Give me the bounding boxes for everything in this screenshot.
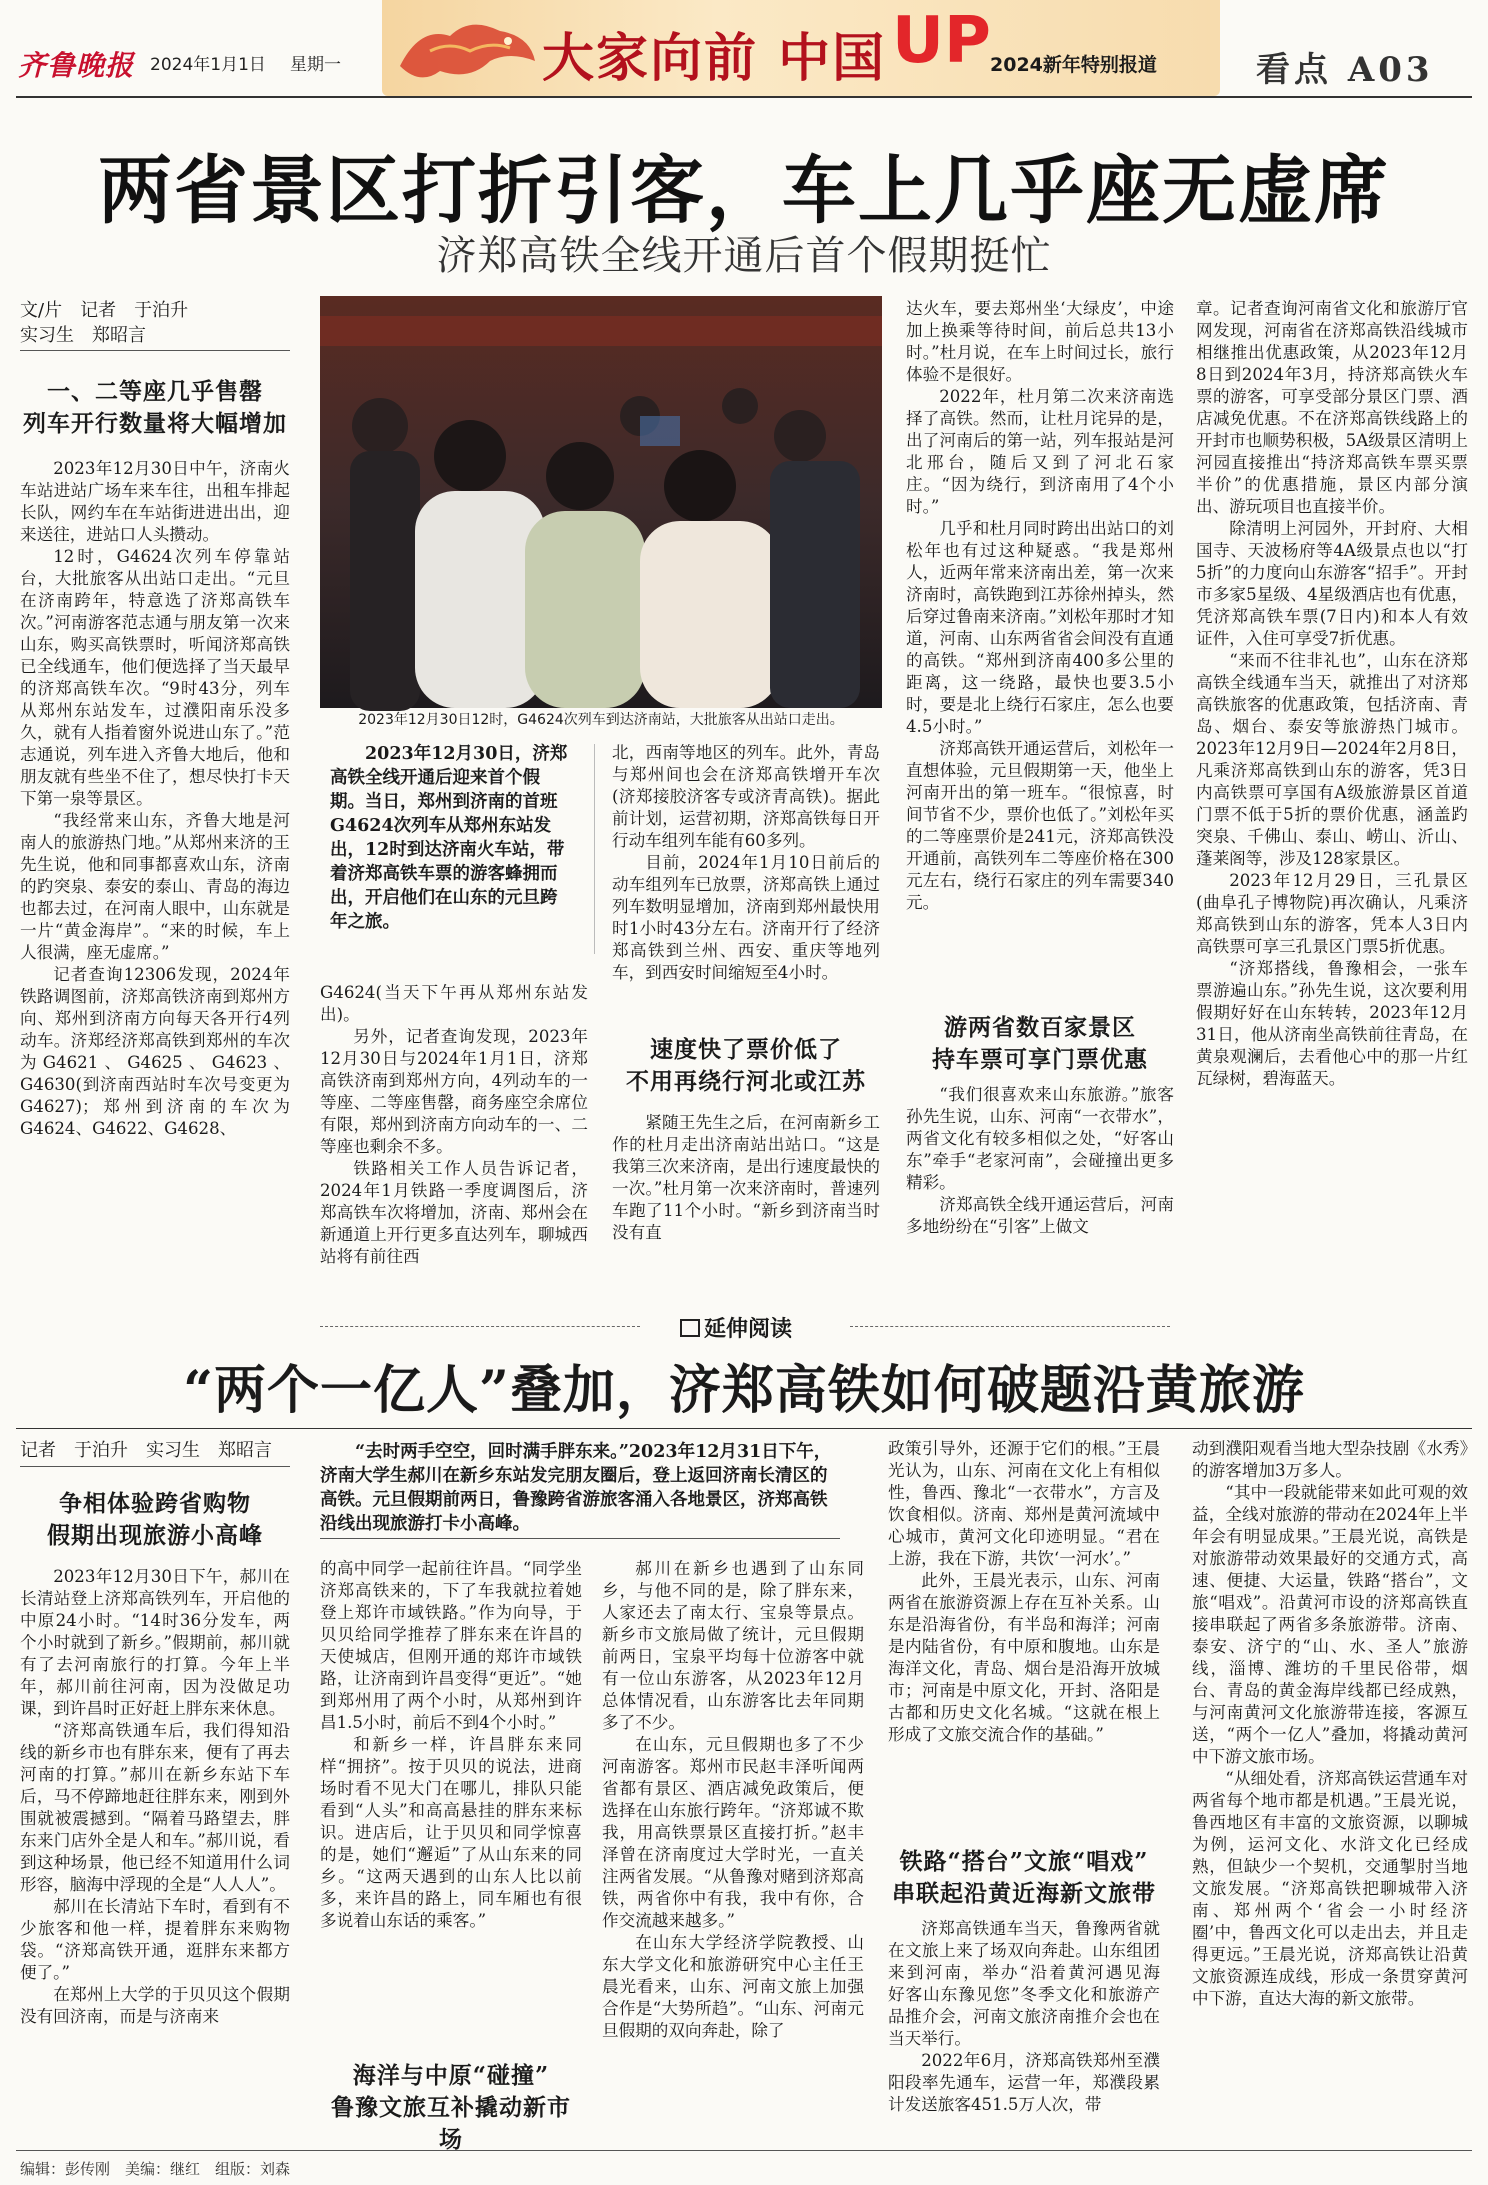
article1-lead xyxy=(330,742,574,934)
station-crowd-image xyxy=(320,296,882,708)
paragraph: 2023年12月29日，三孔景区(曲阜孔子博物院)再次确认，凡乘济郑高铁到山东的游客，凭本人3日内高铁票可享三孔景区门票5折优惠。 xyxy=(1196,871,1468,956)
paragraph: 达火车，要去郑州坐‘大绿皮’，中途加上换乘等待时间，前后总共13小时。”杜月说，在车上时间过长，旅行体验不是很好。 xyxy=(906,299,1174,384)
paragraph: 紧随王先生之后，在河南新乡工作的杜月走出济南站出站口。“这是我第三次来济南，是出行速度最快的一次。”杜月第一次来济南时，普速列车跑了11个小时。“新乡到济南当时没有直 xyxy=(612,1113,880,1242)
paragraph: G4624(当天下午再从郑州东站发出)。 xyxy=(320,983,588,1024)
article1-column-3a xyxy=(612,742,880,1030)
paragraph: 几乎和杜月同时跨出出站口的刘松年也有过这种疑惑。“我是郑州人，近两年常来济南出差，第一次来济南时，高铁跑到江苏徐州掉头，然后穿过鲁南来济南。”刘松年那时才知道，河南、山东两省省会间没有直通的高铁。“郑州到济南400多公里的距离，这一绕路，最快也要3.5小时，要是北上绕行石家庄，怎么也要4.5小时。” xyxy=(906,519,1174,736)
byline-rule xyxy=(20,350,290,351)
subsection-heading-2 xyxy=(612,1034,880,1098)
extension-label xyxy=(680,1312,792,1343)
article2-heading-2 xyxy=(320,2060,582,2156)
article2-column-4b xyxy=(888,1918,1177,2150)
paragraph: 此外，王晨光表示，山东、河南两省在旅游资源上存在互补关系。山东是沿海省份，有半岛和海洋；河南是内陆省份，有中原和腹地。山东是海洋文化，青岛、烟台是沿海开放城市；河南是中原文化，开封、洛阳是古都和历史文化名城。“这就在根上形成了文旅交流合作的基础。” xyxy=(888,1571,1160,1744)
article2-heading-3b: 串联起沿黄近海新文旅带 xyxy=(892,1880,1156,1907)
issue-weekday: 星期一 xyxy=(290,55,341,75)
section-label: 看点 A03 xyxy=(1256,50,1434,90)
paragraph: “我经常来山东，齐鲁大地是河南人的旅游热门地。”从郑州来济的王先生说，他和同事都喜欢山东，济南的趵突泉、泰安的泰山、青岛的海边也都去过，在河南人眼中，山东就是一片“黄金海岸”。“来的时候，车上人很满，座无虚席。” xyxy=(20,811,290,962)
paragraph: “其中一段就能带来如此可观的效益，全线对旅游的带动在2024年上半年会有明显成果。”王晨光说，高铁是对旅游带动效果最好的交通方式，高速、便捷、大运量，铁路“搭台”，文旅“唱戏”。沿黄河市设的济郑高铁直接串联起了两省多条旅游带。济南、泰安、济宁的“山、水、圣人”旅游线，淄博、潍坊的千里民俗带，烟台、青岛的黄金海岸线都已经成熟，与河南黄河文化旅游带连接，客源互送，“两个一亿人”叠加，将撬动黄河中下游文旅市场。 xyxy=(1192,1483,1468,1766)
article1-column-5 xyxy=(1196,298,1468,1302)
article2-headline: “两个一亿人”叠加，济郑高铁如何破题沿黄旅游 xyxy=(183,1360,1305,1421)
paragraph: 记者查询12306发现，2024年铁路调图前，济郑高铁济南到郑州方向、郑州到济南方向每天各开行4列动车。济郑经济郑高铁到郑州的车次为G4621、G4625、G4623、G4630(到济南西站时车次号变更为G4627)；郑州到济南的车次为G4624、G4622、G4628、 xyxy=(20,965,290,1138)
article2-heading-1 xyxy=(20,1488,290,1552)
extension-rule-left xyxy=(320,1326,640,1327)
paragraph: 济郑高铁全线开通运营后，河南多地纷纷在“引客”上做文 xyxy=(906,1195,1174,1236)
article2-column-1 xyxy=(20,1566,290,2150)
paragraph: “来而不往非礼也”，山东在济郑高铁全线通车当天，就推出了对济郑高铁旅客的优惠政策，包括济南、青岛、烟台、泰安等旅游热门城市。2023年12月9日—2024年2月8日，凡乘济郑高铁到山东的游客，凭3日内高铁票可享国有A级旅游景区首道门票不低于5折的票价优惠，涵盖趵突泉、千佛山、泰山、崂山、沂山、蓬莱阁等，涉及128家景区。 xyxy=(1196,651,1468,868)
paragraph: 北，西南等地区的列车。此外，青岛与郑州间也会在济郑高铁增开车次(济郑接胶济客专或济青高铁)。据此前计划，运营初期，济郑高铁每日开行动车组列车能有60多列。 xyxy=(612,743,880,850)
paragraph: 郝川在长清站下车时，看到有不少旅客和他一样，提着胖东来购物袋。“济郑高铁开通，逛胖东来都方便了。” xyxy=(20,1897,290,1982)
paragraph: 在山东大学经济学院教授、山东大学文化和旅游研究中心主任王晨光看来，山东、河南文旅上加强合作是“大势所趋”。“山东、河南元旦假期的双向奔赴，除了 xyxy=(602,1933,864,2040)
extension-rule-right xyxy=(850,1326,1170,1327)
article2-heading-2a: 海洋与中原“碰撞” xyxy=(352,2062,550,2089)
column-divider xyxy=(594,744,595,954)
editor-credits: 编辑：彭传刚 美编：继红 组版：刘森 xyxy=(20,2160,291,2178)
article1-column-2 xyxy=(320,982,588,1302)
paragraph: 动到濮阳观看当地大型杂技剧《水秀》的游客增加3万多人。 xyxy=(1192,1439,1468,1480)
paragraph: “济郑搭线，鲁豫相会，一张车票游遍山东。”孙先生说，这次要利用假期好好在山东转转，2023年12月31日，他从济南坐高铁前往青岛，在黄泉观澜后，去看他心中的那一片红瓦绿树，碧海蓝天。 xyxy=(1196,959,1468,1088)
dragon-icon xyxy=(390,6,540,90)
photo-caption: 2023年12月30日12时，G4624次列车到达济南站，大批旅客从出站口走出。 xyxy=(358,712,844,728)
article2-column-3 xyxy=(602,1558,864,2150)
subsection-heading-1b: 列车开行数量将大幅增加 xyxy=(23,410,287,437)
main-headline: 两省景区打折引客，车上几乎座无虚席 xyxy=(98,148,1390,234)
issue-date: 2024年1月1日 xyxy=(150,55,266,75)
paragraph: 目前，2024年1月10日前后的动车组列车已放票，济郑高铁上通过列车数明显增加，济南到郑州最快用时1小时43分左右。济南开行了经济郑高铁到兰州、西安、重庆等地列车，到西安时间缩短至4小时。 xyxy=(612,853,880,982)
article1-column-4a xyxy=(906,298,1174,1026)
article2-heading-3 xyxy=(888,1846,1160,1910)
masthead-rule xyxy=(16,96,1472,98)
article2-column-4a xyxy=(888,1438,1160,1838)
banner-subtitle: 2024新年特别报道 xyxy=(990,54,1157,76)
subsection-heading-3a: 游两省数百家景区 xyxy=(944,1014,1136,1041)
article2-heading-1b: 假期出现旅游小高峰 xyxy=(47,1522,263,1549)
article2-lead xyxy=(320,1440,840,1536)
footer-rule xyxy=(16,2150,1472,2151)
paragraph: 另外，记者查询发现，2023年12月30日与2024年1月1日，济郑高铁济南到郑州方向，4列动车的一等座、二等座售罄，商务座空余席位有限，郑州到济南方向动车的一、二等座也剩余不多。 xyxy=(320,1027,588,1156)
lead-paragraph: “去时两手空空，回时满手胖东来。”2023年12月31日下午，济南大学生郝川在新乡东站发完朋友圈后，登上返回济南长清区的高铁。元旦假期前两日，鲁豫跨省游旅客涌入各地景区，济郑高铁沿线出现旅游打卡小高峰。 xyxy=(320,1442,832,1534)
byline-line-1: 文/片 记者 于泊升 xyxy=(20,300,189,321)
subsection-heading-3 xyxy=(906,1012,1174,1076)
article2-byline: 记者 于泊升 实习生 郑昭言 xyxy=(20,1440,272,1461)
paragraph: 章。记者查询河南省文化和旅游厅官网发现，河南省在济郑高铁沿线城市相继推出优惠政策，从2023年12月8日到2024年3月，持济郑高铁火车票的游客，可享受部分景区门票、酒店减免优惠。不在济郑高铁线路上的开封市也顺势积极，5A级景区清明上河园直接推出“持济郑高铁车票买票半价”的优惠措施，景区内部分演出、游玩项目也直接半价。 xyxy=(1196,299,1468,516)
paragraph: 2022年，杜月第二次来济南选择了高铁。然而，让杜月诧异的是，出了河南后的第一站，列车报站是河北邢台，随后又到了河北石家庄。“因为绕行，到济南用了4个小时。” xyxy=(906,387,1174,516)
paragraph: 的高中同学一起前往许昌。“同学坐济郑高铁来的，下了车我就拉着她登上郑许市域铁路。”作为向导，于贝贝给同学推荐了胖东来在许昌的天使城店，但刚开通的郑许市域铁路，让济南到许昌变得“更近”。“她到郑州用了两个小时，从郑州到许昌1.5小时，前后不到4个小时。” xyxy=(320,1559,582,1732)
article1-column-4b xyxy=(906,1084,1174,1302)
paragraph: 在山东，元旦假期也多了不少河南游客。郑州市民赵丰泽听闻两省都有景区、酒店减免政策后，便选择在山东旅行跨年。“济郑诚不欺我，用高铁票景区直接打折。”赵丰泽曾在济南度过大学时光，一直关注两省发展。“从鲁豫对赌到济郑高铁，两省你中有我，我中有你，合作交流越来越多。” xyxy=(602,1735,864,1930)
paragraph: 济郑高铁通车当天，鲁豫两省就在文旅上来了场双向奔赴。山东组团来到河南，举办“沿着黄河遇见海 好客山东豫见您”冬季文化和旅游产品推介会，河南文旅济南推介会也在当天举行。 xyxy=(888,1919,1177,2048)
paragraph: 2023年12月30日中午，济南火车站进站广场车来车往，出租车排起长队，网约车在车站街进进出出，迎来送往，进站口人头攒动。 xyxy=(20,459,290,544)
paragraph: “从细处看，济郑高铁运营通车对两省每个地市都是机遇。”王晨光说，鲁西地区有丰富的文旅资源，以聊城为例，运河文化、水浒文化已经成熟，但缺少一个契机，交通掣肘当地文旅发展。“济郑高铁把聊城带入济南、郑州两个‘省会一小时经济圈’中，鲁西文化可以走出去，并且走得更远。”王晨光说，济郑高铁让沿黄文旅资源连成线，形成一条贯穿黄河中下游，直达大海的新文旅带。 xyxy=(1192,1769,1468,2008)
paragraph: 2022年6月，济郑高铁郑州至濮阳段率先通车，运营一年，郑濮段累计发送旅客451.5万人次，带 xyxy=(888,2051,1160,2114)
subsection-heading-1a: 一、二等座几乎售罄 xyxy=(47,378,263,405)
main-subhead: 济郑高铁全线开通后首个假期挺忙 xyxy=(436,233,1052,279)
article2-heading-3a: 铁路“搭台”文旅“唱戏” xyxy=(899,1848,1149,1875)
new-year-banner xyxy=(382,0,1220,96)
article2-column-2 xyxy=(320,1558,582,2028)
byline-line-2: 实习生 郑昭言 xyxy=(20,325,146,346)
paragraph: “我们很喜欢来山东旅游。”旅客孙先生说，山东、河南“一衣带水”，两省文化有较多相似之处，“好客山东”牵手“老家河南”，会碰撞出更多精彩。 xyxy=(906,1085,1174,1192)
subsection-heading-2a: 速度快了票价低了 xyxy=(650,1036,842,1063)
subsection-heading-2b: 不用再绕行河北或江苏 xyxy=(626,1068,866,1095)
paragraph: 在郑州上大学的于贝贝这个假期没有回济南，而是与济南来 xyxy=(20,1985,290,2026)
news-photo xyxy=(320,296,882,708)
subsection-heading-1 xyxy=(20,376,290,440)
paragraph: 和新乡一样，许昌胖东来同样“拥挤”。按于贝贝的说法，进商场时看不见大门在哪儿，排队只能看到“人头”和高高悬挂的胖东来标识。进店后，让于贝贝和同学惊喜的是，她们“邂逅”了从山东来的同乡。“这两天遇到的山东人比以前多，来许昌的路上，同车厢也有很多说着山东话的乘客。” xyxy=(320,1735,582,1930)
paragraph: 政策引导外，还源于它们的根。”王晨光认为，山东、河南在文化上有相似性，鲁西、豫北“一衣带水”，方言及饮食相似。济南、郑州是黄河流域中心城市，黄河文化印迹明显。“君在上游，我在下游，共饮‘一河水’。” xyxy=(888,1439,1160,1568)
article2-column-5 xyxy=(1192,1438,1468,2150)
paragraph: 郝川在新乡也遇到了山东同乡，与他不同的是，除了胖东来，人家还去了南太行、宝泉等景点。新乡市文旅局做了统计，元旦假期前两日，宝泉平均每十位游客中就有一位山东游客，从2023年12月总体情况看，山东游客比去年同期多了不少。 xyxy=(602,1559,864,1732)
paragraph: 除清明上河园外，开封府、大相国寺、天波杨府等4A级景点也以“打5折”的力度向山东游客“招手”。开封市多家5星级、4星级酒店也有优惠，凭济郑高铁车票(7日内)和本人有效证件，入住可享受7折优惠。 xyxy=(1196,519,1468,648)
byline xyxy=(20,298,290,348)
book-icon xyxy=(680,1319,700,1337)
banner-title: 大家向前 中国 xyxy=(542,28,887,89)
banner-up: UP xyxy=(892,4,991,78)
lead-paragraph: 2023年12月30日，济郑高铁全线开通后迎来首个假期。当日，郑州到济南的首班G4624次列车从郑州东站发出，12时到达济南火车站，带着济郑高铁车票的游客蜂拥而出，开启他们在山东的元旦跨年之旅。 xyxy=(330,744,568,932)
paragraph: 铁路相关工作人员告诉记者，2024年1月铁路一季度调图后，济郑高铁车次将增加，济南、郑州会在新通道上开行更多直达列车，聊城西站将有前往西 xyxy=(320,1159,588,1266)
article1-column-1 xyxy=(20,458,290,1298)
article2-heading-2b: 鲁豫文旅互补撬动新市场 xyxy=(331,2094,571,2153)
extension-label-text: 延伸阅读 xyxy=(704,1317,793,1342)
article2-lead-rule xyxy=(320,1538,840,1539)
newspaper-logo: 齐鲁晚报 xyxy=(18,49,135,82)
article1-column-3b xyxy=(612,1112,880,1302)
article2-heading-1a: 争相体验跨省购物 xyxy=(59,1490,251,1517)
paragraph: 2023年12月30日下午，郝川在长清站登上济郑高铁列车，开启他的中原24小时。“14时36分发车，两个小时就到了新乡。”假期前，郝川就有了去河南旅行的打算。今年上半年，郝川前往河南，因为没做足功课，到许昌时正好赶上胖东来休息。 xyxy=(20,1567,290,1718)
article2-byline-rule xyxy=(20,1466,290,1467)
article2-rule xyxy=(16,1428,1472,1429)
paragraph: 12时，G4624次列车停靠站台，大批旅客从出站口走出。“元旦在济南跨年，特意选了济郑高铁车次。”河南游客范志通与朋友第一次来山东，购买高铁票时，听闻济郑高铁已全线通车，他们便选择了当天最早的济郑高铁车次。“9时43分，列车从郑州东站发车，过濮阳南乐没多久，就有人指着窗外说进山东了。”范志通说，列车进入齐鲁大地后，他和朋友就有些坐不住了，想尽快打卡天下第一泉等景区。 xyxy=(20,547,290,808)
subsection-heading-3b: 持车票可享门票优惠 xyxy=(932,1046,1148,1073)
paragraph: “济郑高铁通车后，我们得知沿线的新乡市也有胖东来，便有了再去河南的打算。”郝川在新乡东站下车后，马不停蹄地赶往胖东来，刚到外围就被震撼到。“隔着马路望去，胖东来门店外全是人和车。”郝川说，看到这种场景，他已经不知道用什么词形容，脑海中浮现的全是“人人人”。 xyxy=(20,1721,290,1894)
paragraph: 济郑高铁开通运营后，刘松年一直想体验，元旦假期第一天，他坐上河南开出的第一班车。“很惊喜，时间节省不少，票价也低了。”刘松年买的二等座票价是241元，济郑高铁没开通前，高铁列车二等座价格在300元左右，绕行石家庄的列车需要340元。 xyxy=(906,739,1174,912)
